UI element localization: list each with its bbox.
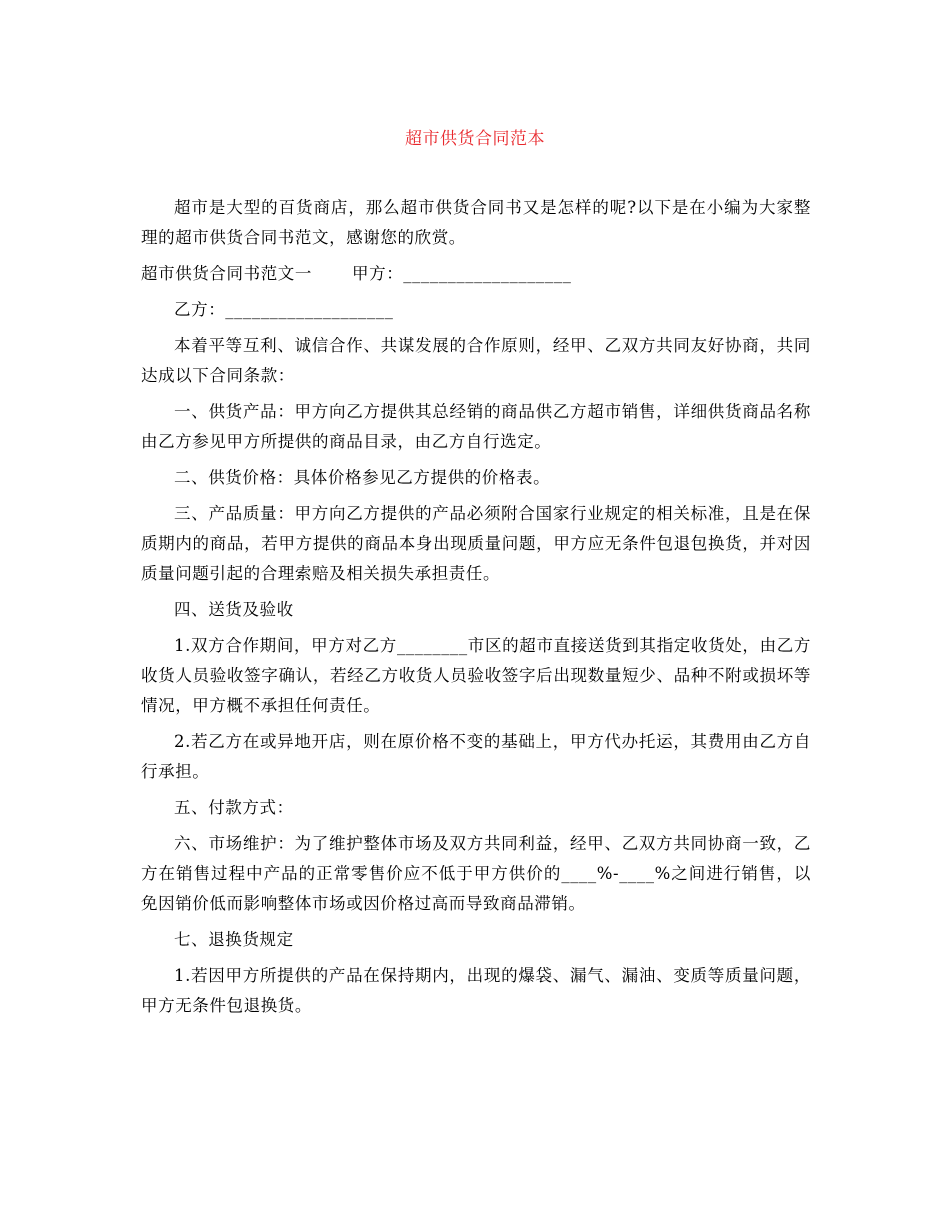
document-title: 超市供货合同范本 [405,129,545,149]
clause-4-1: 1.双方合作期间，甲方对乙方________市区的超市直接送货到其指定收货处，由乙方收货人员验收签字确认，若经乙方收货人员验收签字后出现数量短少、品种不附或损坏等情况，甲方概不承担任何责任。 [141,636,811,715]
clause-2: 二、供货价格：具体价格参见乙方提供的价格表。 [174,468,551,487]
party-b-line: 乙方：___________________ [174,300,394,319]
clause-4-2: 2.若乙方在或异地开店，则在原价格不变的基础上，甲方代办托运，其费用由乙方自行承担。 [141,732,811,781]
intro-paragraph: 超市是大型的百货商店，那么超市供货合同书又是怎样的呢?以下是在小编为大家整理的超市供货合同书范文，感谢您的欣赏。 [141,198,811,247]
clause-1: 一、供货产品：甲方向乙方提供其总经销的商品供乙方超市销售，详细供货商品名称由乙方参见甲方所提供的商品目录，由乙方自行选定。 [141,402,811,451]
document-body [141,193,811,1027]
party-a-line: 甲方：___________________ [352,264,572,283]
clause-4-heading: 四、送货及验收 [174,600,294,619]
sample-heading-line [141,259,811,289]
clause-7-heading: 七、退换货规定 [174,930,294,949]
preamble-paragraph: 本着平等互利、诚信合作、共谋发展的合作原则，经甲、乙双方共同友好协商，共同达成以下合同条款： [141,336,811,385]
clause-5-heading: 五、付款方式： [174,798,294,817]
clause-7-1: 1.若因甲方所提供的产品在保持期内，出现的爆袋、漏气、漏油、变质等质量问题，甲方无条件包退换货。 [141,966,811,1015]
sample-heading: 超市供货合同书范文一 [141,264,312,283]
clause-6: 六、市场维护：为了维护整体市场及双方共同利益，经甲、乙双方共同协商一致，乙方在销售过程中产品的正常零售价应不低于甲方供价的____%-____%之间进行销售，以免因销价低而影响整体市场或因价格过高而导致商品滞销。 [141,834,811,913]
clause-3: 三、产品质量：甲方向乙方提供的产品必须附合国家行业规定的相关标准，且是在保质期内的商品，若甲方提供的商品本身出现质量问题，甲方应无条件包退包换货，并对因质量问题引起的合理索赔及相关损失承担责任。 [141,504,811,583]
